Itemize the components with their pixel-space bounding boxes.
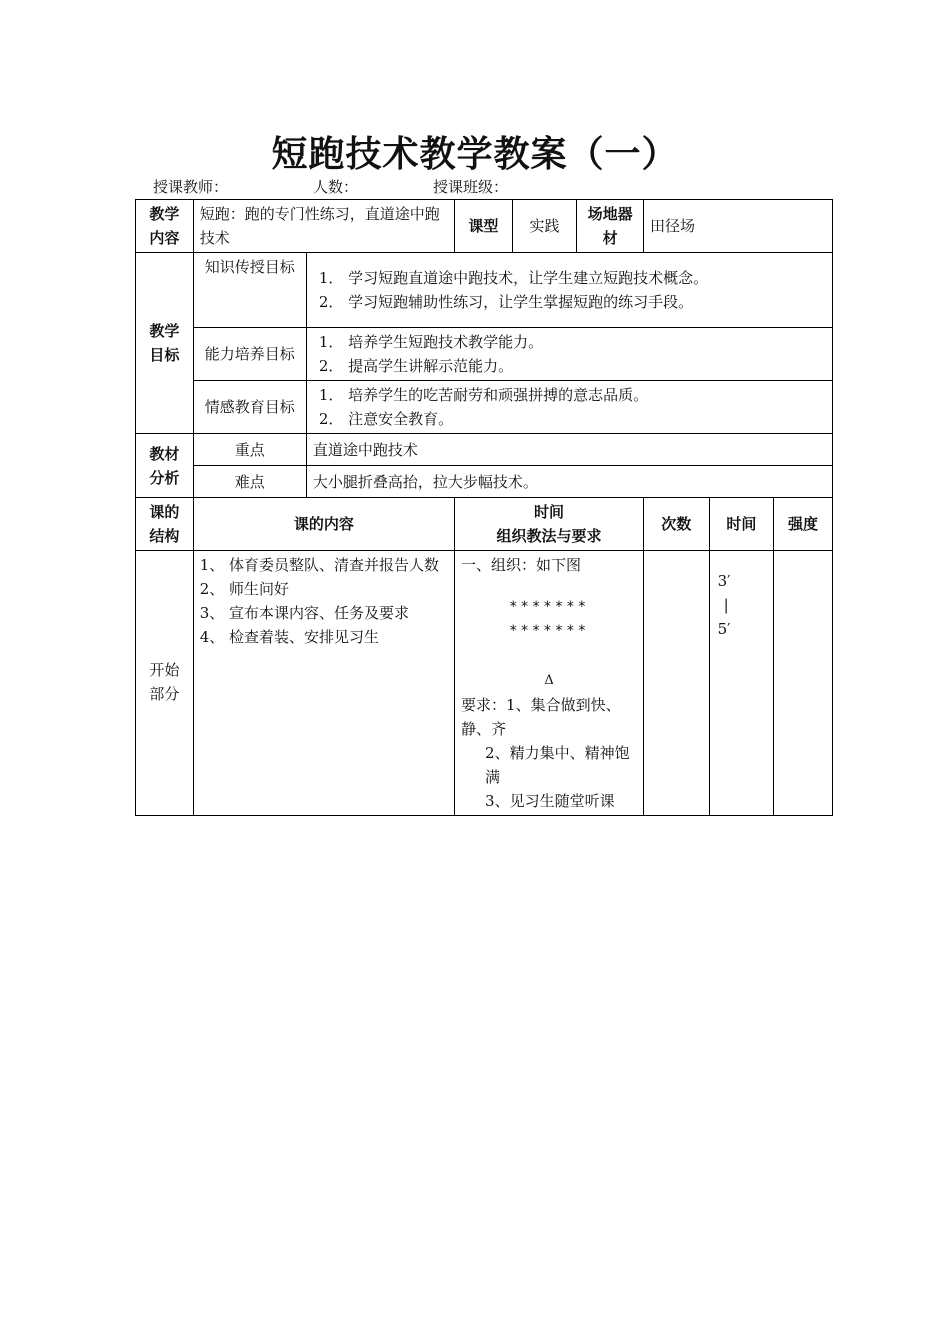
key-value: 直道途中跑技术 [306,434,832,466]
objective-line: 2． 提高学生讲解示范能力。 [318,357,514,375]
requirement: 2、精力集中、精神饱满 [485,744,630,786]
opening-content [193,551,454,816]
objective-name: 知识传授目标 [193,253,306,328]
structure-header: 课的结构 [136,498,194,551]
analysis-difficulty-row [136,466,833,498]
formation-row: ******* [509,623,590,639]
objective-line: 1． 学习短跑直道途中跑技术，让学生建立短跑技术概念。 [318,269,709,287]
opening-label: 开始部分 [136,551,194,816]
time-separator: | [723,596,729,614]
list-item: 3、 宣布本课内容、任务及要求 [199,604,410,622]
type-value: 实践 [512,200,576,253]
objective-line: 2． 注意安全教育。 [318,410,454,428]
time-cell [709,551,773,816]
method-header [455,498,644,551]
objective-name: 能力培养目标 [193,328,306,381]
intensity-header: 强度 [774,498,833,551]
difficulty-label: 难点 [193,466,306,498]
times-header: 次数 [643,498,709,551]
requirement: 要求：1、集合做到快、静、齐 [461,696,621,738]
time-end: 5′ [717,620,731,638]
analysis-label: 教材分析 [136,434,194,498]
venue-label: 场地器材 [577,200,644,253]
count-label: 人数： [313,178,359,196]
difficulty-value: 大小腿折叠高抬，拉大步幅技术。 [306,466,832,498]
lesson-plan-table [135,199,833,816]
times-cell [643,551,709,816]
objective-line: 1． 培养学生短跑技术教学能力。 [318,333,544,351]
page-title: 短跑技术教学教案（一） [271,133,679,175]
opening-method [455,551,644,816]
teacher-position-icon: Δ [544,673,554,688]
list-item: 2、 师生问好 [199,580,289,598]
list-item: 4、 检查着装、安排见习生 [199,628,380,646]
time-start: 3′ [717,572,731,590]
objective-name: 情感教育目标 [193,381,306,434]
method-header-line1: 时间 [534,503,565,521]
objective-row-ability [136,328,833,381]
content-value: 短跑：跑的专门性练习，直道途中跑技术 [193,200,454,253]
objective-line: 1． 培养学生的吃苦耐劳和顽强拼搏的意志品质。 [318,386,649,404]
opening-row [136,551,833,816]
venue-value: 田径场 [643,200,832,253]
lesson-meta [153,176,833,198]
org-title: 一、组织：如下图 [461,556,582,574]
time-header: 时间 [709,498,773,551]
objective-lines [306,328,832,381]
list-item: 1、 体育委员整队、清查并报告人数 [199,556,440,574]
objective-row-knowledge [136,253,833,328]
objective-lines [306,253,832,328]
content-row [136,200,833,253]
structure-header-row [136,498,833,551]
objective-line: 2． 学习短跑辅助性练习，让学生掌握短跑的练习手段。 [318,293,694,311]
class-label: 授课班级： [433,178,509,196]
key-label: 重点 [193,434,306,466]
objective-lines [306,381,832,434]
method-header-line2: 组织教法与要求 [496,527,602,545]
objectives-label: 教学目标 [136,253,194,434]
content-label: 教学内容 [136,200,194,253]
formation-row: ******* [509,599,590,615]
teacher-label: 授课教师： [153,178,229,196]
objective-row-emotion [136,381,833,434]
content-header: 课的内容 [193,498,454,551]
requirement: 3、见习生随堂听课 [485,792,615,810]
intensity-cell [774,551,833,816]
type-label: 课型 [455,200,513,253]
analysis-key-row [136,434,833,466]
